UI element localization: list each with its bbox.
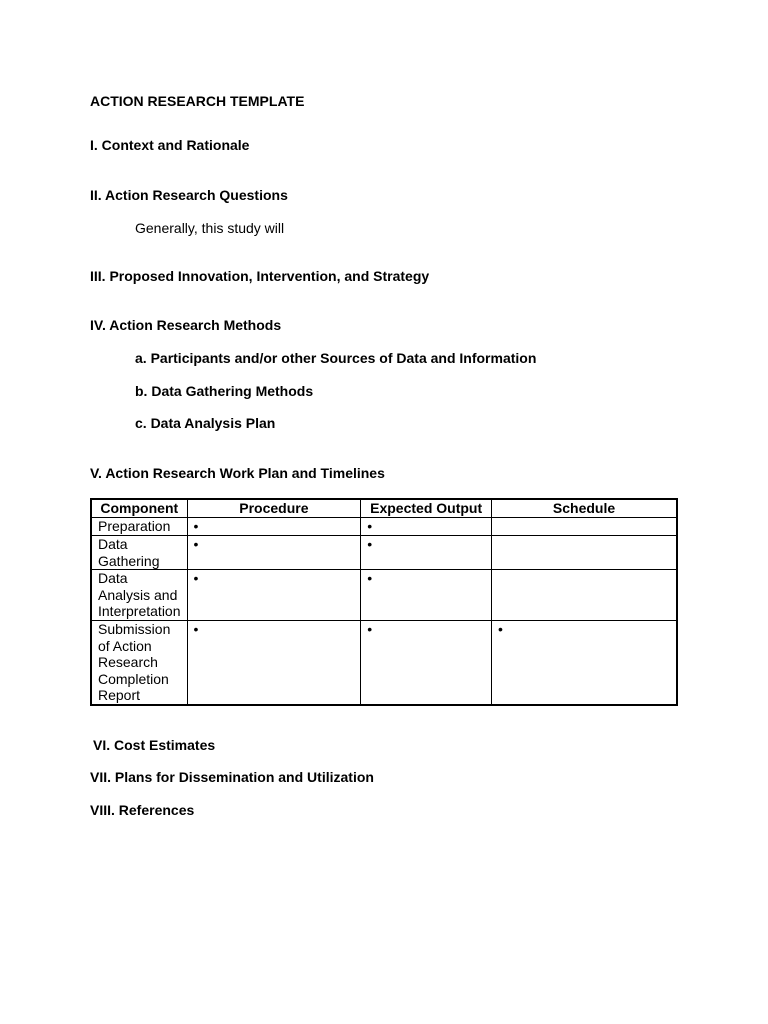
table-row	[91, 518, 677, 536]
header-component: Component	[91, 499, 187, 518]
cell-procedure	[187, 570, 361, 621]
section-dissemination: VII. Plans for Dissemination and Utilization	[90, 769, 374, 785]
cell-schedule	[492, 621, 677, 706]
section-work-plan: V. Action Research Work Plan and Timelines	[90, 465, 385, 481]
cell-expected-output	[361, 518, 492, 536]
table-header-row	[91, 499, 677, 518]
cell-procedure	[187, 518, 361, 536]
cell-component: Submission of Action Research Completion Report	[91, 621, 187, 706]
bullet: •	[193, 570, 199, 586]
cell-procedure	[187, 621, 361, 706]
header-procedure: Procedure	[187, 499, 361, 518]
cell-schedule	[492, 570, 677, 621]
bullet: •	[367, 536, 373, 552]
section-cost-estimates: VI. Cost Estimates	[93, 737, 216, 753]
bullet: •	[193, 518, 199, 534]
bullet: •	[367, 621, 373, 637]
bullet: •	[367, 570, 373, 586]
section-references: VIII. References	[90, 802, 195, 818]
section-proposed-innovation: III. Proposed Innovation, Intervention, and Strategy	[90, 268, 430, 284]
bullet: •	[498, 621, 503, 637]
document-title: ACTION RESEARCH TEMPLATE	[90, 93, 305, 109]
cell-schedule	[492, 518, 677, 536]
research-questions-body: Generally, this study will	[135, 220, 285, 236]
bullet: •	[367, 518, 373, 534]
cell-procedure	[187, 536, 361, 570]
cell-component: Preparation	[91, 518, 187, 536]
cell-schedule	[492, 536, 677, 570]
subsection-participants: a. Participants and/or other Sources of Data and Information	[135, 350, 537, 366]
table-row	[91, 536, 677, 570]
subsection-data-analysis: c. Data Analysis Plan	[135, 415, 276, 431]
cell-component: Data Analysis and Interpretation	[91, 570, 187, 621]
section-research-methods: IV. Action Research Methods	[90, 317, 282, 333]
bullet: •	[193, 621, 199, 637]
work-plan-table	[90, 498, 678, 706]
subsection-data-gathering: b. Data Gathering Methods	[135, 383, 314, 399]
bullet: •	[193, 536, 199, 552]
header-expected-output: Expected Output	[361, 499, 492, 518]
cell-component: Data Gathering	[91, 536, 187, 570]
cell-expected-output	[361, 536, 492, 570]
section-research-questions: II. Action Research Questions	[90, 187, 288, 203]
section-context-rationale: I. Context and Rationale	[90, 137, 250, 153]
table-row	[91, 570, 677, 621]
header-schedule: Schedule	[492, 499, 677, 518]
cell-expected-output	[361, 570, 492, 621]
cell-expected-output	[361, 621, 492, 706]
table-row	[91, 621, 677, 706]
